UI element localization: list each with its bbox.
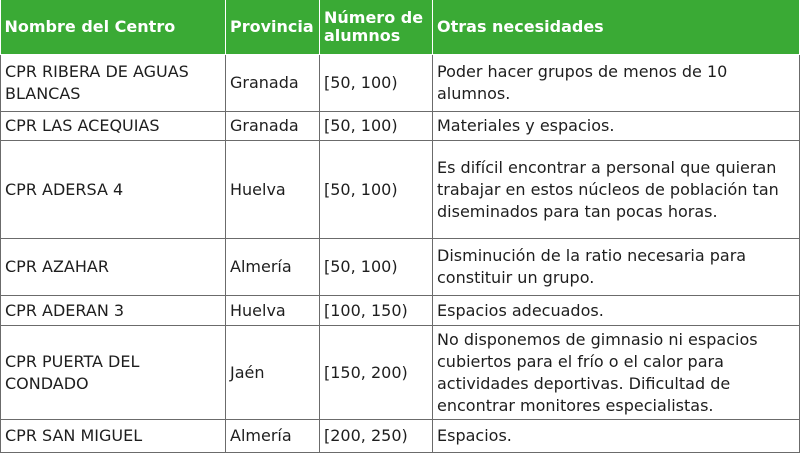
cell-provincia: Granada — [226, 55, 320, 112]
table-row — [1, 112, 800, 141]
cell-centro: CPR LAS ACEQUIAS — [1, 112, 226, 141]
table-header-row — [1, 0, 800, 55]
cell-provincia: Almería — [226, 239, 320, 296]
table-row — [1, 326, 800, 420]
cell-alumnos: [200, 250) — [320, 420, 433, 453]
header-nombre-del-centro: Nombre del Centro — [1, 0, 226, 55]
cell-provincia: Jaén — [226, 326, 320, 420]
table-row — [1, 420, 800, 453]
header-numero-de-alumnos: Número de alumnos — [320, 0, 433, 55]
cell-alumnos: [150, 200) — [320, 326, 433, 420]
table-row — [1, 141, 800, 239]
table-row — [1, 239, 800, 296]
cell-centro: CPR ADERSA 4 — [1, 141, 226, 239]
table-row — [1, 55, 800, 112]
cell-provincia: Almería — [226, 420, 320, 453]
cell-alumnos: [50, 100) — [320, 239, 433, 296]
table-row — [1, 296, 800, 326]
cell-provincia: Granada — [226, 112, 320, 141]
cell-necesidades: Espacios. — [433, 420, 800, 453]
cell-necesidades: No disponemos de gimnasio ni espacios cubiertos para el frío o el calor para actividades deportivas. Dificultad de encontrar monitores especialistas. — [433, 326, 800, 420]
cell-necesidades: Poder hacer grupos de menos de 10 alumnos. — [433, 55, 800, 112]
cell-alumnos: [100, 150) — [320, 296, 433, 326]
cell-alumnos: [50, 100) — [320, 55, 433, 112]
cell-centro: CPR RIBERA DE AGUAS BLANCAS — [1, 55, 226, 112]
cell-provincia: Huelva — [226, 296, 320, 326]
cell-alumnos: [50, 100) — [320, 112, 433, 141]
cell-necesidades: Materiales y espacios. — [433, 112, 800, 141]
header-provincia: Provincia — [226, 0, 320, 55]
header-otras-necesidades: Otras necesidades — [433, 0, 800, 55]
cell-centro: CPR PUERTA DEL CONDADO — [1, 326, 226, 420]
cell-alumnos: [50, 100) — [320, 141, 433, 239]
cell-centro: CPR SAN MIGUEL — [1, 420, 226, 453]
cell-necesidades: Espacios adecuados. — [433, 296, 800, 326]
cell-centro: CPR AZAHAR — [1, 239, 226, 296]
cell-provincia: Huelva — [226, 141, 320, 239]
cell-necesidades: Disminución de la ratio necesaria para constituir un grupo. — [433, 239, 800, 296]
cell-necesidades: Es difícil encontrar a personal que quieran trabajar en estos núcleos de población tan diseminados para tan pocas horas. — [433, 141, 800, 239]
cell-centro: CPR ADERAN 3 — [1, 296, 226, 326]
